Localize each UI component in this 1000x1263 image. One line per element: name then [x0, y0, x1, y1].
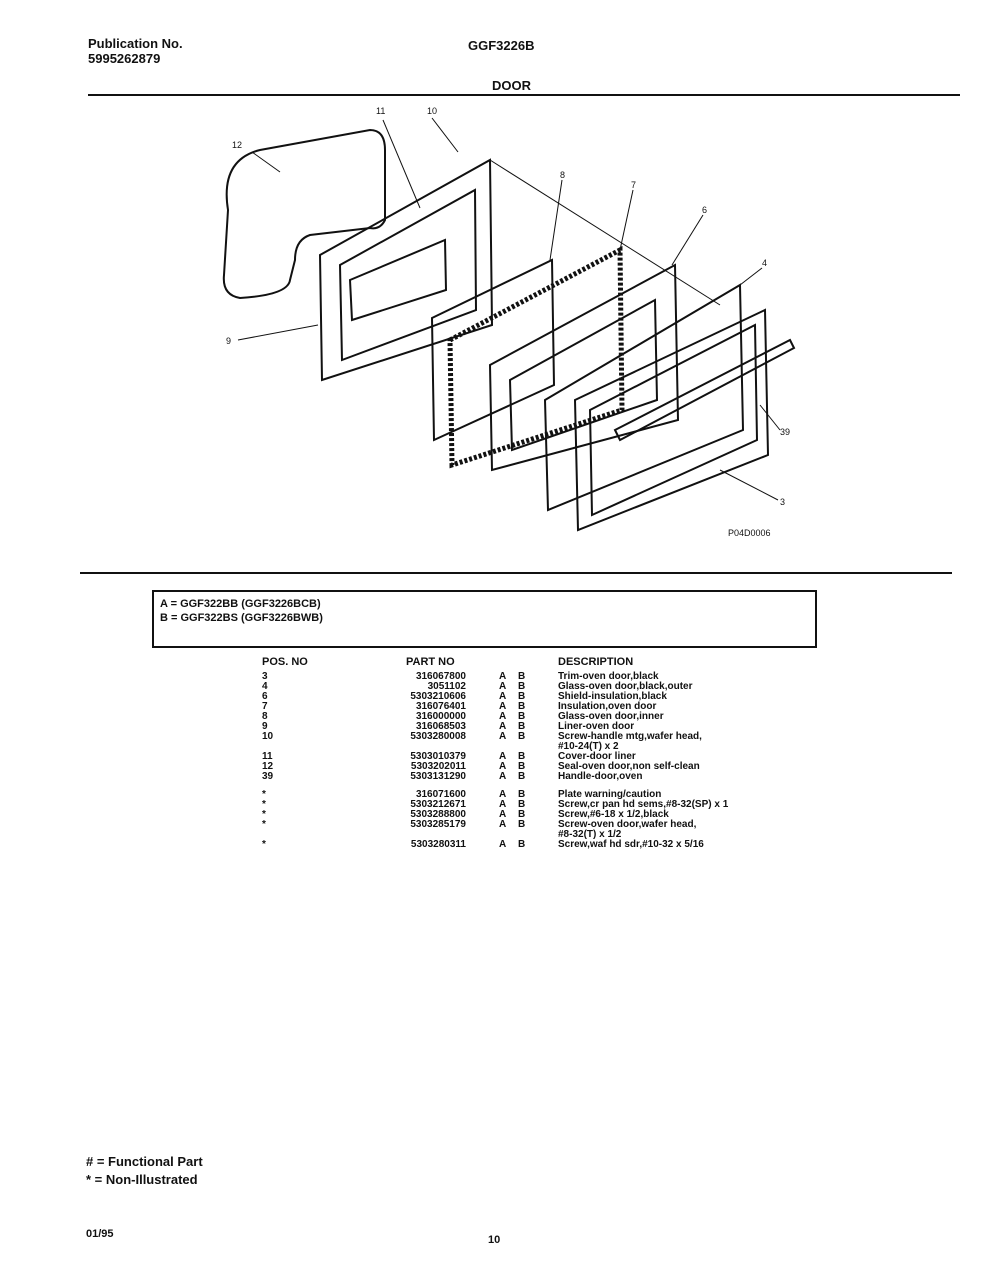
part-number-cell: 5303010379: [410, 751, 466, 762]
pos-cell: 9: [262, 721, 268, 732]
description-cell: Plate warning/caution: [558, 789, 662, 800]
parts-row: [0, 840, 1000, 850]
parts-list: [0, 672, 1000, 850]
description-cell: Trim-oven door,black: [558, 671, 659, 682]
model-a-cell: A: [499, 839, 507, 850]
callout-7: 7: [631, 180, 637, 190]
part-number-cell: 316076401: [415, 701, 466, 712]
pos-cell: *: [262, 839, 266, 850]
footer-date: 01/95: [86, 1228, 114, 1240]
model-a-cell: A: [499, 681, 507, 692]
part-number-cell: 5303210606: [410, 691, 466, 702]
parts-row: [0, 772, 1000, 782]
publication-number: 5995262879: [88, 51, 161, 66]
model-b-cell: B: [518, 771, 526, 782]
part-number-cell: 316068503: [415, 721, 466, 732]
description-cell: Handle-door,oven: [558, 771, 643, 782]
model-b-cell: B: [518, 809, 526, 820]
parts-row: [0, 820, 1000, 830]
description-cell: Cover-door liner: [558, 751, 636, 762]
diagram-bottom-rule: [80, 572, 952, 574]
callout-6: 6: [702, 205, 708, 215]
model-a-cell: A: [499, 761, 507, 772]
callout-10: 10: [427, 106, 438, 116]
description-cell: Shield-insulation,black: [558, 691, 667, 702]
door-trim-part: [575, 310, 768, 530]
model-a-cell: A: [499, 691, 507, 702]
part-number-cell: 5303280311: [410, 839, 466, 850]
pos-cell: 39: [262, 771, 274, 782]
door-liner-part: [320, 160, 492, 380]
model-a-cell: A: [499, 819, 507, 830]
part-number-cell: 5303212671: [410, 799, 466, 810]
model-b-cell: B: [518, 711, 526, 722]
col-description: DESCRIPTION: [558, 656, 634, 668]
insulation-shield-part: [490, 265, 678, 470]
part-number-cell: 316071600: [415, 789, 466, 800]
description-cell: Seal-oven door,non self-clean: [558, 761, 700, 772]
description-cell: Screw,waf hd sdr,#10-32 x 5/16: [558, 839, 704, 850]
model-b-cell: B: [518, 839, 526, 850]
header-rule: [88, 94, 960, 96]
model-a-cell: A: [499, 731, 507, 742]
part-number-cell: 5303288800: [410, 809, 466, 820]
pos-cell: *: [262, 819, 266, 830]
section-title: DOOR: [492, 78, 531, 93]
part-number-cell: 5303202011: [410, 761, 466, 772]
model-a-cell: A: [499, 711, 507, 722]
model-b-cell: B: [518, 761, 526, 772]
model-a-cell: A: [499, 721, 507, 732]
description-cell: Liner-oven door: [558, 721, 635, 732]
legend-line-b: B = GGF322BS (GGF3226BWB): [160, 612, 323, 624]
model-b-cell: B: [518, 691, 526, 702]
publication-label: Publication No.: [88, 36, 183, 51]
callout-39: 39: [780, 427, 791, 437]
model-legend: [152, 590, 817, 648]
model-b-cell: B: [518, 701, 526, 712]
callout-8: 8: [560, 170, 566, 180]
exploded-door-diagram: [200, 100, 820, 550]
model-b-cell: B: [518, 751, 526, 762]
pos-cell: *: [262, 789, 266, 800]
description-cell: Screw-oven door,wafer head,: [558, 819, 697, 830]
callout-9: 9: [226, 336, 232, 346]
callout-12: 12: [232, 140, 243, 150]
model-number: GGF3226B: [468, 38, 535, 53]
part-number-cell: 5303131290: [410, 771, 466, 782]
model-b-cell: B: [518, 671, 526, 682]
description-cell: Screw-handle mtg,wafer head,: [558, 731, 702, 742]
page-number: 10: [488, 1234, 501, 1246]
pos-cell: 12: [262, 761, 274, 772]
callout-11: 11: [376, 106, 386, 116]
model-b-cell: B: [518, 731, 526, 742]
legend-line-a: A = GGF322BB (GGF3226BCB): [160, 598, 321, 610]
part-number-cell: 316000000: [415, 711, 466, 722]
pos-cell: 10: [262, 731, 274, 742]
model-b-cell: B: [518, 789, 526, 800]
pos-cell: 7: [262, 701, 268, 712]
callout-4: 4: [762, 258, 768, 268]
model-a-cell: A: [499, 751, 507, 762]
parts-row: [0, 732, 1000, 742]
part-number-cell: 5303280008: [410, 731, 466, 742]
model-a-cell: A: [499, 701, 507, 712]
door-seal-part: [224, 130, 385, 298]
pos-cell: *: [262, 809, 266, 820]
description-cell: Screw,cr pan hd sems,#8-32(SP) x 1: [558, 799, 729, 810]
part-number-cell: 3051102: [427, 681, 466, 692]
model-a-cell: A: [499, 799, 507, 810]
description-cell: #10-24(T) x 2: [558, 741, 619, 752]
description-cell: #8-32(T) x 1/2: [558, 829, 622, 840]
model-a-cell: A: [499, 671, 507, 682]
pos-cell: 8: [262, 711, 268, 722]
figure-code: P04D0006: [728, 528, 771, 538]
description-cell: Glass-oven door,inner: [558, 711, 664, 722]
description-cell: Insulation,oven door: [558, 701, 657, 712]
pos-cell: 6: [262, 691, 268, 702]
col-part-no: PART NO: [406, 656, 455, 668]
pos-cell: 3: [262, 671, 268, 682]
description-cell: Screw,#6-18 x 1/2,black: [558, 809, 669, 820]
model-a-cell: A: [499, 809, 507, 820]
model-b-cell: B: [518, 799, 526, 810]
model-a-cell: A: [499, 789, 507, 800]
model-b-cell: B: [518, 681, 526, 692]
model-b-cell: B: [518, 819, 526, 830]
pos-cell: 4: [262, 681, 268, 692]
part-number-cell: 316067800: [415, 671, 466, 682]
pos-cell: 11: [262, 751, 273, 762]
description-cell: Glass-oven door,black,outer: [558, 681, 693, 692]
col-pos-no: POS. NO: [262, 656, 308, 668]
model-a-cell: A: [499, 771, 507, 782]
model-b-cell: B: [518, 721, 526, 732]
non-illustrated-note: * = Non-Illustrated: [86, 1172, 198, 1187]
pos-cell: *: [262, 799, 266, 810]
callout-3: 3: [780, 497, 786, 507]
part-number-cell: 5303285179: [410, 819, 466, 830]
functional-part-note: # = Functional Part: [86, 1154, 203, 1169]
